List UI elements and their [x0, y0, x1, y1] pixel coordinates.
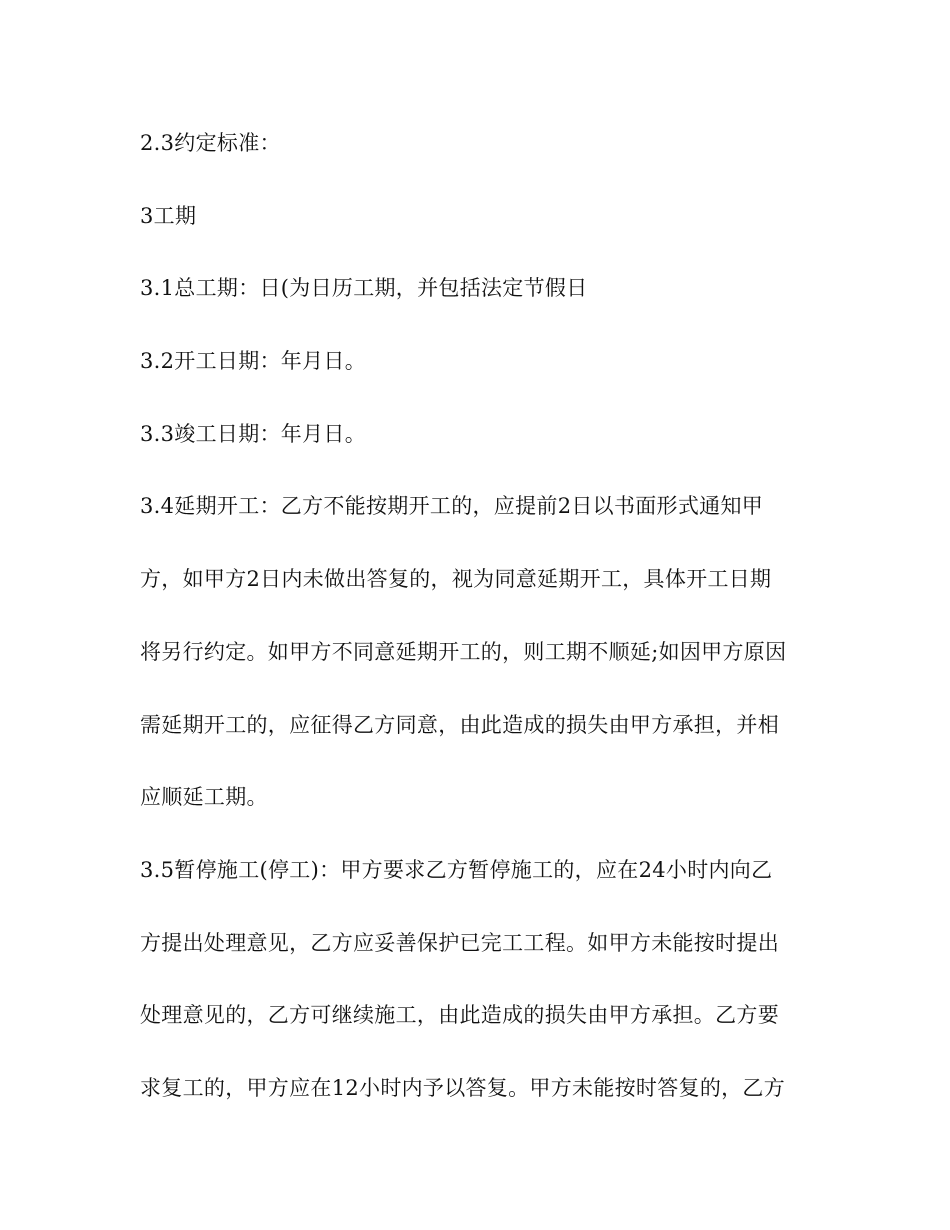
- clause-3-4-line-4: 需延期开工的，应征得乙方同意，由此造成的损失由甲方承担，并相: [140, 712, 779, 737]
- clause-3-2: 3.2开工日期：年月日。: [140, 349, 366, 374]
- clause-3-4-line-1: 3.4延期开工：乙方不能按期开工的，应提前2日以书面形式通知甲: [140, 494, 764, 519]
- clause-3-4-line-2: 方，如甲方2日内未做出答复的，视为同意延期开工，具体开工日期: [140, 567, 772, 592]
- clause-3-4-line-3: 将另行约定。如甲方不同意延期开工的，则工期不顺延;如因甲方原因: [140, 639, 787, 664]
- clause-2-3-heading: 2.3约定标准：: [140, 131, 281, 155]
- clause-3-1: 3.1总工期：日(为日历工期，并包括法定节假日: [140, 276, 588, 301]
- clause-3-5-line-4: 求复工的，甲方应在12小时内予以答复。甲方未能按时答复的，乙方: [140, 1075, 786, 1100]
- section-3-heading: 3工期: [140, 203, 197, 228]
- clause-3-5-line-2: 方提出处理意见，乙方应妥善保护已完工工程。如甲方未能按时提出: [140, 930, 779, 955]
- document-body: [140, 125, 810, 1143]
- clause-3-3: 3.3竣工日期：年月日。: [140, 421, 366, 446]
- clause-3-5-line-3: 处理意见的，乙方可继续施工，由此造成的损失由甲方承担。乙方要: [140, 1003, 779, 1028]
- clause-3-5-line-1: 3.5暂停施工(停工)：甲方要求乙方暂停施工的，应在24小时内向乙: [140, 857, 773, 882]
- clause-3-4-line-5: 应顺延工期。: [140, 785, 268, 810]
